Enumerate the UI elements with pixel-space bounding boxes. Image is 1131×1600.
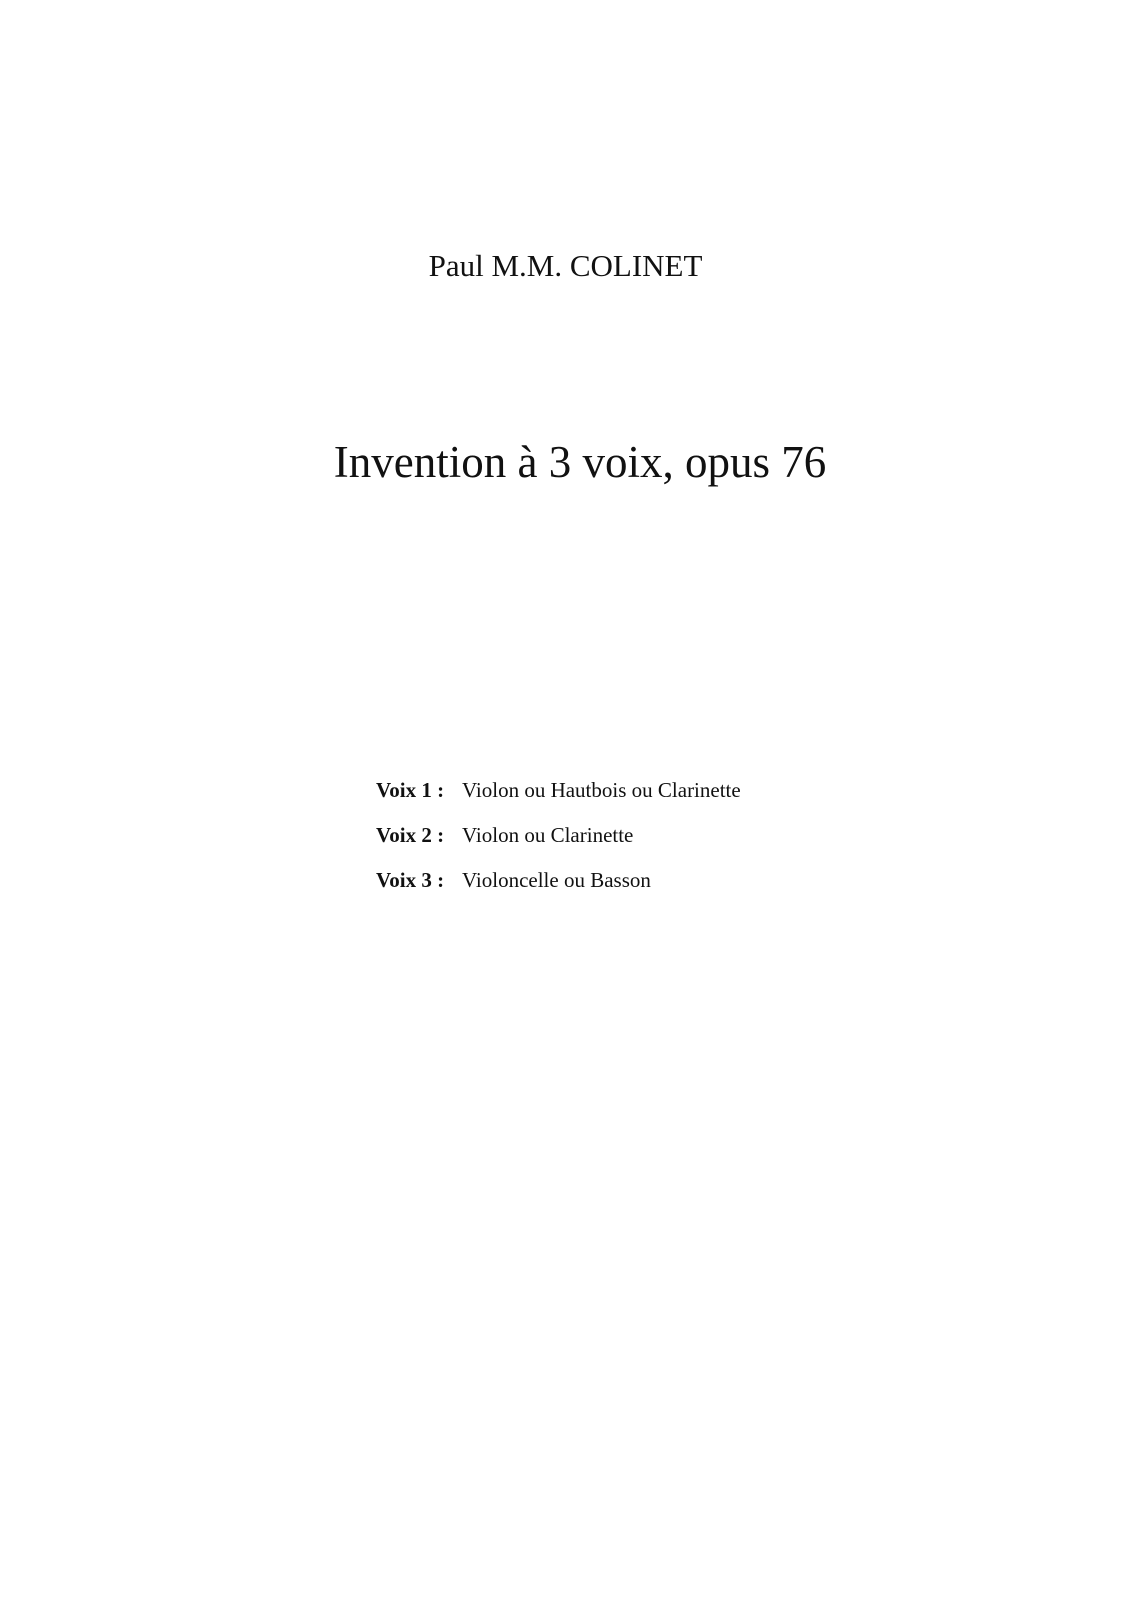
voice-instruments: Violoncelle ou Basson	[462, 868, 651, 892]
voice-label: Voix 2 :	[376, 823, 445, 847]
voice-instruments: Violon ou Clarinette	[462, 823, 634, 847]
voice-row-2	[376, 823, 936, 868]
voice-label: Voix 1 :	[376, 778, 445, 802]
composer-name: Paul M.M. COLINET	[428, 248, 703, 283]
voice-instruments: Violon ou Hautbois ou Clarinette	[462, 778, 741, 802]
work-title: Invention à 3 voix, opus 76	[333, 437, 827, 487]
voice-row-1	[376, 778, 936, 823]
voice-label: Voix 3 :	[376, 868, 445, 892]
voices-list	[376, 778, 936, 913]
voice-row-3	[376, 868, 936, 913]
